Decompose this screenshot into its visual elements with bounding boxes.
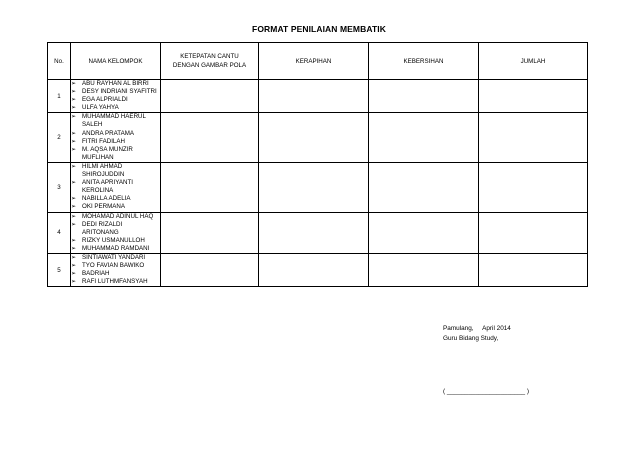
score-kerapihan[interactable] (259, 162, 369, 212)
arrow-bullet-icon: ➢ (71, 204, 77, 211)
signature-place-date: Pamulang, April 2014 (443, 325, 511, 332)
group-number: 3 (48, 162, 71, 212)
arrow-bullet-icon: ➢ (71, 89, 77, 96)
score-jumlah[interactable] (479, 212, 588, 253)
list-item (71, 80, 160, 88)
score-jumlah[interactable] (479, 162, 588, 212)
arrow-bullet-icon: ➢ (71, 130, 77, 137)
member-list (71, 254, 160, 286)
list-item (71, 203, 160, 211)
list-item (71, 163, 160, 179)
score-ketepatan[interactable] (161, 80, 259, 113)
member-name: ANDRA PRATAMA (82, 129, 135, 137)
arrow-bullet-icon: ➢ (71, 271, 77, 278)
list-item (71, 254, 160, 262)
member-list (71, 113, 160, 162)
arrow-bullet-icon: ➢ (71, 180, 77, 187)
member-name: TYO FAVIAN BAWIKO (82, 262, 145, 270)
header-ketepatan (161, 43, 259, 80)
signature-name-line: ( ______________________ ) (443, 388, 529, 395)
arrow-bullet-icon: ➢ (71, 221, 77, 228)
member-name: RIZKY USMANULLOH (82, 236, 145, 244)
member-list (71, 213, 160, 253)
list-item (71, 96, 160, 104)
list-item (71, 237, 160, 245)
arrow-bullet-icon: ➢ (71, 114, 77, 121)
list-item (71, 146, 160, 162)
list-item (71, 138, 160, 146)
member-name: ANITA APRIYANTI KEROLINA (82, 179, 133, 195)
group-members-cell (71, 80, 161, 113)
header-kebersihan: KEBERSIHAN (369, 43, 479, 80)
arrow-bullet-icon: ➢ (71, 146, 77, 153)
arrow-bullet-icon: ➢ (71, 196, 77, 203)
list-item (71, 278, 160, 286)
member-name: NABILLA ADELIA (82, 195, 131, 203)
score-ketepatan[interactable] (161, 162, 259, 212)
list-item (71, 221, 160, 237)
list-item (71, 130, 160, 138)
arrow-bullet-icon: ➢ (71, 279, 77, 286)
group-members-cell (71, 113, 161, 163)
member-name: M. AQSA MUNZIR MUFLIHAN (82, 145, 133, 161)
list-item (71, 104, 160, 112)
arrow-bullet-icon: ➢ (71, 105, 77, 112)
member-name: HILMI AHMAD SHIROJUDDIN (82, 162, 125, 179)
member-list (71, 80, 160, 112)
list-item (71, 113, 160, 129)
group-number: 2 (48, 113, 71, 163)
list-item (71, 195, 160, 203)
member-list (71, 163, 160, 212)
header-jumlah: JUMLAH (479, 43, 588, 80)
header-row (48, 43, 588, 80)
score-kebersihan[interactable] (369, 80, 479, 113)
header-nama-kelompok: NAMA KELOMPOK (71, 43, 161, 80)
member-name: ABU RAYHAN AL BIRRI (82, 80, 149, 87)
member-name: EGA ALPRIALDI (82, 96, 128, 104)
member-name: OKI PERMANA (82, 203, 125, 211)
member-name: ULFA YAHYA (82, 104, 119, 112)
group-number: 5 (48, 253, 71, 286)
score-jumlah[interactable] (479, 113, 588, 163)
header-no: No. (48, 43, 71, 80)
table-row (48, 253, 588, 286)
score-kerapihan[interactable] (259, 253, 369, 286)
list-item (71, 262, 160, 270)
table-row (48, 80, 588, 113)
score-kebersihan[interactable] (369, 162, 479, 212)
list-item (71, 270, 160, 278)
score-ketepatan[interactable] (161, 113, 259, 163)
arrow-bullet-icon: ➢ (71, 254, 77, 261)
list-item (71, 213, 160, 221)
arrow-bullet-icon: ➢ (71, 263, 77, 270)
list-item (71, 88, 160, 96)
arrow-bullet-icon: ➢ (71, 245, 77, 252)
signature-block (443, 324, 511, 344)
arrow-bullet-icon: ➢ (71, 138, 77, 145)
table-row (48, 162, 588, 212)
list-item (71, 245, 160, 253)
group-members-cell (71, 253, 161, 286)
score-kebersihan[interactable] (369, 212, 479, 253)
arrow-bullet-icon: ➢ (71, 237, 77, 244)
signature-role: Guru Bidang Study, (443, 335, 499, 342)
member-name: MOHAMAD ADINUL HAQ (82, 212, 154, 220)
group-number: 1 (48, 80, 71, 113)
document-title: FORMAT PENILAIAN MEMBATIK (252, 24, 386, 34)
header-ketepatan-line2: DENGAN GAMBAR POLA (172, 62, 247, 69)
arrow-bullet-icon: ➢ (71, 163, 77, 170)
table-row (48, 113, 588, 163)
table-row (48, 212, 588, 253)
member-name: DEDI RIZALDI ARITONANG (82, 220, 123, 236)
score-kerapihan[interactable] (259, 212, 369, 253)
score-jumlah[interactable] (479, 253, 588, 286)
header-ketepatan-line1: KETEPATAN CANTU (180, 53, 239, 60)
score-kerapihan[interactable] (259, 80, 369, 113)
arrow-bullet-icon: ➢ (71, 97, 77, 104)
member-name: RAFI LUTHMFANSYAH (82, 278, 148, 286)
score-kebersihan[interactable] (369, 113, 479, 163)
member-name: BADRIAH (82, 270, 110, 278)
group-members-cell (71, 162, 161, 212)
score-kebersihan[interactable] (369, 253, 479, 286)
assessment-table (47, 42, 588, 287)
list-item (71, 179, 160, 195)
group-number: 4 (48, 212, 71, 253)
score-ketepatan[interactable] (161, 253, 259, 286)
score-kerapihan[interactable] (259, 113, 369, 163)
member-name: MUHAMMAD RAMDANI (82, 244, 150, 252)
arrow-bullet-icon: ➢ (71, 213, 77, 220)
score-ketepatan[interactable] (161, 212, 259, 253)
score-jumlah[interactable] (479, 80, 588, 113)
group-members-cell (71, 212, 161, 253)
member-name: FITRI FADILAH (82, 137, 125, 145)
member-name: DESY INDRIANI SYAFITRI (82, 88, 157, 96)
header-kerapihan: KERAPIHAN (259, 43, 369, 80)
member-name: SINTIAWATI YANDARI (82, 253, 146, 261)
arrow-bullet-icon: ➢ (71, 81, 77, 87)
member-name: MUHAMMAD HAERUL SALEH (82, 113, 146, 129)
